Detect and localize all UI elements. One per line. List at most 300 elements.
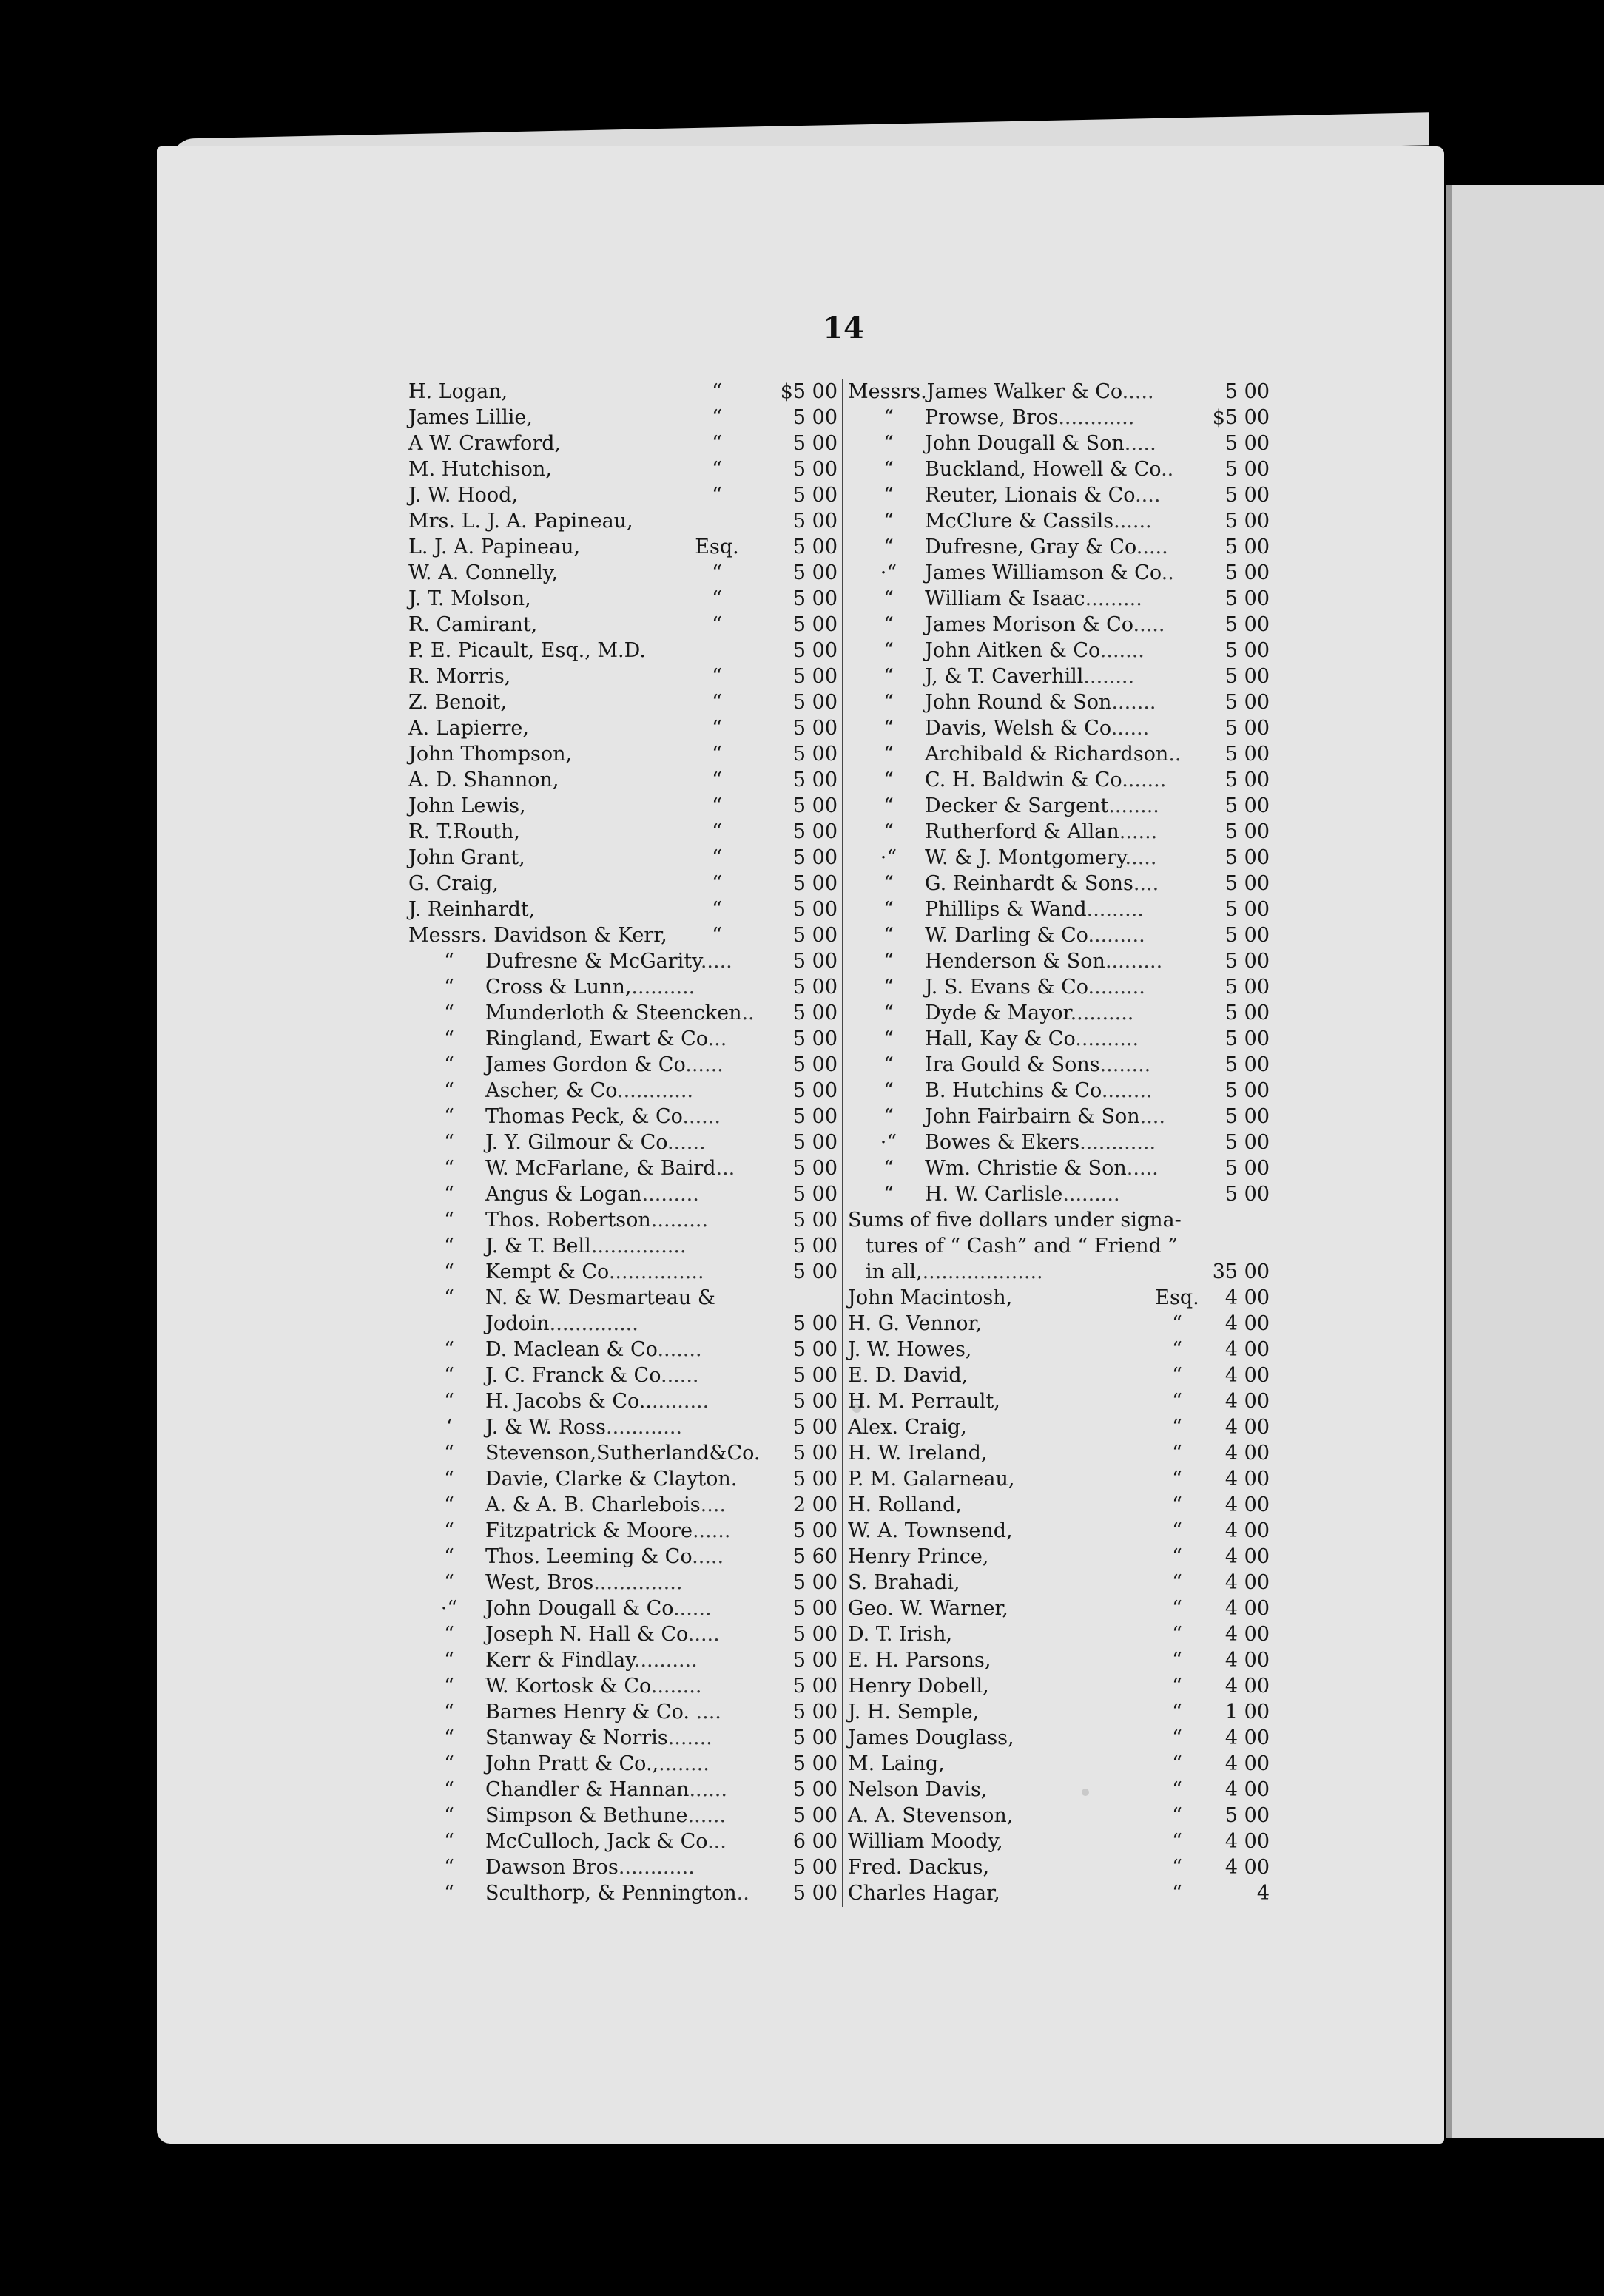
subscriber-entry bbox=[408, 1751, 838, 1777]
subscriber-entry bbox=[848, 534, 1270, 560]
ditto-mark: “ bbox=[444, 1390, 454, 1413]
subscriber-name: John Macintosh, bbox=[848, 1286, 1013, 1309]
subscriber-name: John Fairbairn & Son bbox=[925, 1105, 1140, 1128]
subscriber-name: Rutherford & Allan bbox=[925, 820, 1119, 843]
subscriber-entry bbox=[408, 922, 838, 948]
subscription-amount: 4 bbox=[1256, 1882, 1270, 1905]
subscription-amount: 5 00 bbox=[1224, 1804, 1270, 1827]
honorific: “ bbox=[712, 432, 722, 455]
subscription-amount: 4 00 bbox=[1224, 1545, 1270, 1568]
ditto-mark: “ bbox=[883, 613, 894, 636]
ditto-mark: “ bbox=[444, 1183, 454, 1206]
subscriber-entry bbox=[848, 922, 1270, 948]
subscriber-entry bbox=[408, 586, 838, 612]
subscription-amount: 4 00 bbox=[1224, 1312, 1270, 1335]
leader-dots: ......... bbox=[1086, 898, 1144, 921]
leader-dots: .. bbox=[1161, 458, 1174, 481]
subscriber-name: John Thompson, bbox=[408, 743, 573, 766]
subscription-amount: 5 00 bbox=[792, 717, 838, 740]
ditto-mark: ·“ bbox=[880, 846, 897, 869]
subscriber-name: John Grant, bbox=[408, 846, 525, 869]
honorific: “ bbox=[712, 587, 722, 610]
subscriber-name: Munderloth & Steencken bbox=[485, 1002, 742, 1024]
subscription-amount: 4 00 bbox=[1224, 1286, 1270, 1309]
subscription-amount: 5 00 bbox=[1224, 432, 1270, 455]
honorific: “ bbox=[712, 820, 722, 843]
subscriber-name: Fred. Dackus, bbox=[848, 1856, 990, 1879]
subscriber-name: Messrs. Davidson & Kerr, bbox=[408, 924, 667, 947]
subscription-amount: 5 00 bbox=[792, 406, 838, 429]
subscriber-name: M. Hutchison, bbox=[408, 458, 552, 481]
subscription-amount: 5 00 bbox=[1224, 769, 1270, 791]
subscription-amount: 5 00 bbox=[792, 613, 838, 636]
ditto-mark: “ bbox=[444, 1701, 454, 1723]
subscriber-name: Sculthorp, & Pennington bbox=[485, 1882, 737, 1905]
subscriber-entry bbox=[408, 405, 838, 430]
subscriber-name: West, Bros bbox=[485, 1571, 594, 1594]
subscriber-entry bbox=[848, 1854, 1270, 1880]
subscription-amount: 5 00 bbox=[1224, 536, 1270, 558]
subscriber-name: Messrs.James Walker & Co bbox=[848, 380, 1122, 403]
leader-dots: ...... bbox=[682, 1105, 721, 1128]
subscriber-name: A. Lapierre, bbox=[408, 717, 529, 740]
subscription-amount: 5 00 bbox=[792, 458, 838, 481]
subscriber-name: H. W. Carlisle bbox=[925, 1183, 1063, 1206]
subscription-amount: 5 00 bbox=[792, 1105, 838, 1128]
subscription-amount: 5 00 bbox=[792, 1778, 838, 1801]
ditto-mark: ‘ bbox=[445, 1416, 453, 1439]
ditto-mark: “ bbox=[444, 1804, 454, 1827]
subscriber-name: tures of “ Cash” and “ Friend ” bbox=[866, 1235, 1179, 1257]
ditto-mark: “ bbox=[444, 1778, 454, 1801]
subscription-amount: 5 00 bbox=[1224, 639, 1270, 662]
leader-dots: ... bbox=[707, 1027, 727, 1050]
subscriber-name: J, & T. Caverhill bbox=[925, 665, 1084, 688]
subscriber-entry bbox=[848, 1130, 1270, 1155]
subscriber-name: Simpson & Bethune bbox=[485, 1804, 688, 1827]
subscription-amount: 4 00 bbox=[1224, 1416, 1270, 1439]
subscriber-name: G. Reinhardt & Sons bbox=[925, 872, 1133, 895]
subscription-amount: $5 00 bbox=[780, 380, 838, 403]
honorific: “ bbox=[1172, 1519, 1182, 1542]
ditto-mark: “ bbox=[444, 1260, 454, 1283]
subscriber-name: Davis, Welsh & Co bbox=[925, 717, 1111, 740]
subscriber-entry bbox=[848, 1492, 1270, 1518]
ditto-mark: “ bbox=[883, 639, 894, 662]
subscriber-name: A. D. Shannon, bbox=[408, 769, 559, 791]
subscription-amount: 4 00 bbox=[1224, 1856, 1270, 1879]
subscriber-name: P. M. Galarneau, bbox=[848, 1468, 1015, 1490]
subscriber-entry bbox=[848, 1829, 1270, 1854]
subscriber-name: J. Reinhardt, bbox=[408, 898, 536, 921]
leader-dots: ..... bbox=[700, 950, 732, 973]
ditto-mark: “ bbox=[444, 1675, 454, 1698]
leader-dots: ......... bbox=[650, 1209, 709, 1232]
leader-dots: ..... bbox=[1125, 846, 1157, 869]
ditto-mark: “ bbox=[883, 717, 894, 740]
subscriber-name: Decker & Sargent bbox=[925, 794, 1109, 817]
ditto-mark: “ bbox=[444, 950, 454, 973]
leader-dots: .... bbox=[1135, 484, 1161, 507]
ditto-mark: ·“ bbox=[880, 561, 897, 584]
subscription-amount: $5 00 bbox=[1212, 406, 1270, 429]
honorific: “ bbox=[712, 872, 722, 895]
leader-dots: .......... bbox=[1075, 1027, 1139, 1050]
subscription-amount: 4 00 bbox=[1224, 1752, 1270, 1775]
ditto-mark: “ bbox=[444, 1157, 454, 1180]
subscription-amount: 4 00 bbox=[1224, 1649, 1270, 1672]
subscriber-name: Henry Prince, bbox=[848, 1545, 989, 1568]
subscription-amount: 5 00 bbox=[1224, 820, 1270, 843]
subscriber-name: A. & A. B. Charlebois bbox=[485, 1493, 701, 1516]
honorific: Esq. bbox=[695, 536, 739, 558]
subscriber-name: Phillips & Wand bbox=[925, 898, 1087, 921]
ditto-mark: “ bbox=[444, 1545, 454, 1568]
subscriber-entry bbox=[408, 1621, 838, 1647]
subscription-amount: 5 00 bbox=[1224, 613, 1270, 636]
subscriber-entry bbox=[408, 1699, 838, 1725]
subscriber-entry bbox=[848, 508, 1270, 534]
leader-dots: ........ bbox=[658, 1752, 710, 1775]
subscriber-name: Kempt & Co bbox=[485, 1260, 609, 1283]
subscriber-name: B. Hutchins & Co bbox=[925, 1079, 1102, 1102]
subscription-amount: 5 00 bbox=[1224, 510, 1270, 533]
subscriber-entry bbox=[408, 1233, 838, 1259]
subscriber-name: John Pratt & Co., bbox=[485, 1752, 659, 1775]
subscription-amount: 5 00 bbox=[1224, 1183, 1270, 1206]
leader-dots: .............. bbox=[593, 1571, 683, 1594]
subscriber-entry bbox=[408, 1777, 838, 1803]
ditto-mark: “ bbox=[444, 1649, 454, 1672]
subscriber-name: H. Logan, bbox=[408, 380, 508, 403]
subscriber-name: William & Isaac bbox=[925, 587, 1085, 610]
subscriber-entry bbox=[408, 689, 838, 715]
subscriber-name: Wm. Christie & Son bbox=[925, 1157, 1127, 1180]
subscription-amount: 5 00 bbox=[1224, 743, 1270, 766]
subscriber-entry bbox=[408, 456, 838, 482]
ditto-mark: “ bbox=[883, 976, 894, 999]
column-divider bbox=[842, 379, 843, 1907]
honorific: “ bbox=[712, 924, 722, 947]
subscription-amount: 5 00 bbox=[792, 1649, 838, 1672]
ditto-mark: ·“ bbox=[440, 1597, 458, 1620]
leader-dots: ............ bbox=[618, 1856, 695, 1879]
subscriber-entry bbox=[408, 1181, 838, 1207]
leader-dots: ......... bbox=[1062, 1183, 1120, 1206]
subscription-amount: 5 00 bbox=[792, 484, 838, 507]
leader-dots: ......... bbox=[1105, 950, 1163, 973]
subscriber-name: H. W. Ireland, bbox=[848, 1442, 988, 1465]
ditto-mark: “ bbox=[883, 691, 894, 714]
subscriber-name: Bowes & Ekers bbox=[925, 1131, 1080, 1154]
subscriber-entry bbox=[848, 586, 1270, 612]
subscriber-entry bbox=[408, 1130, 838, 1155]
leader-dots: ......... bbox=[1085, 587, 1142, 610]
subscriber-name: Thos. Robertson bbox=[485, 1209, 651, 1232]
ditto-mark: “ bbox=[444, 1027, 454, 1050]
subscription-amount: 5 00 bbox=[1224, 691, 1270, 714]
leader-dots: ... bbox=[707, 1830, 727, 1853]
honorific: “ bbox=[1172, 1623, 1182, 1646]
subscriber-name: James Morison & Co bbox=[925, 613, 1133, 636]
subscriber-name: W. A. Townsend, bbox=[848, 1519, 1013, 1542]
subscriber-name: W. Kortosk & Co bbox=[485, 1675, 651, 1698]
subscription-amount: 5 00 bbox=[1224, 924, 1270, 947]
subscription-amount: 5 00 bbox=[792, 510, 838, 533]
honorific: “ bbox=[712, 794, 722, 817]
subscriber-entry bbox=[848, 1078, 1270, 1104]
subscription-amount: 5 00 bbox=[792, 1804, 838, 1827]
subscriber-name: W. A. Connelly, bbox=[408, 561, 559, 584]
honorific: “ bbox=[712, 898, 722, 921]
leader-dots: ..... bbox=[1126, 1157, 1159, 1180]
subscription-amount: 4 00 bbox=[1224, 1468, 1270, 1490]
subscription-amount: 4 00 bbox=[1224, 1338, 1270, 1361]
subscriber-name: W. McFarlane, & Baird bbox=[485, 1157, 716, 1180]
ditto-mark: “ bbox=[444, 1053, 454, 1076]
subscriber-entry bbox=[848, 871, 1270, 897]
subscriber-name: John Lewis, bbox=[408, 794, 526, 817]
subscription-amount: 5 00 bbox=[792, 1856, 838, 1879]
subscriber-entry bbox=[408, 974, 838, 1000]
subscriber-name: William Moody, bbox=[848, 1830, 1003, 1853]
subscriber-name: John Dougall & Son bbox=[925, 432, 1125, 455]
subscriber-entry bbox=[848, 664, 1270, 689]
subscriber-entry bbox=[408, 767, 838, 793]
honorific: “ bbox=[1172, 1416, 1182, 1439]
subscription-amount: 5 00 bbox=[1224, 1105, 1270, 1128]
subscription-amount: 5 00 bbox=[792, 432, 838, 455]
subscriber-name: Chandler & Hannan bbox=[485, 1778, 690, 1801]
subscriber-entry bbox=[408, 612, 838, 638]
leader-dots: ...... bbox=[661, 1364, 699, 1387]
subscriber-name: J. T. Molson, bbox=[408, 587, 531, 610]
honorific: “ bbox=[712, 406, 722, 429]
subscriber-name: E. H. Parsons, bbox=[848, 1649, 991, 1672]
subscriber-entry bbox=[848, 1155, 1270, 1181]
honorific: Esq. bbox=[1155, 1286, 1199, 1309]
subscriber-name: Fitzpatrick & Moore bbox=[485, 1519, 693, 1542]
subscription-amount: 5 00 bbox=[1224, 380, 1270, 403]
subscriber-name: Cross & Lunn, bbox=[485, 976, 632, 999]
ditto-mark: “ bbox=[444, 1726, 454, 1749]
honorific: “ bbox=[712, 717, 722, 740]
ditto-mark: “ bbox=[883, 665, 894, 688]
subscriber-entry bbox=[408, 1725, 838, 1751]
ditto-mark: “ bbox=[883, 898, 894, 921]
leader-dots: ........ bbox=[650, 1675, 702, 1698]
leader-dots: ...... bbox=[1113, 510, 1152, 533]
subscriber-name: Angus & Logan bbox=[485, 1183, 642, 1206]
subscriber-name: Ira Gould & Sons bbox=[925, 1053, 1100, 1076]
subscriber-entry bbox=[848, 638, 1270, 664]
ditto-mark: “ bbox=[883, 743, 894, 766]
subscriber-entry bbox=[848, 1414, 1270, 1440]
leader-dots: .. bbox=[736, 1882, 749, 1905]
leader-dots: ........ bbox=[1099, 1053, 1151, 1076]
subscription-amount: 5 00 bbox=[1224, 1027, 1270, 1050]
subscription-amount: 5 00 bbox=[792, 976, 838, 999]
subscriber-name: Reuter, Lionais & Co bbox=[925, 484, 1136, 507]
ditto-mark: “ bbox=[883, 872, 894, 895]
ditto-mark: “ bbox=[444, 1752, 454, 1775]
subscriber-entry bbox=[848, 1440, 1270, 1466]
subscription-amount: 5 00 bbox=[792, 1079, 838, 1102]
leader-dots: ..... bbox=[1136, 536, 1168, 558]
subscriber-entry bbox=[848, 1000, 1270, 1026]
honorific: “ bbox=[1172, 1649, 1182, 1672]
subscription-amount: 4 00 bbox=[1224, 1571, 1270, 1594]
subscriber-entry bbox=[848, 1803, 1270, 1829]
subscription-amount: 5 00 bbox=[1224, 484, 1270, 507]
leader-dots: .......... bbox=[1070, 1002, 1134, 1024]
ditto-mark: “ bbox=[883, 458, 894, 481]
subscriber-entry bbox=[848, 1596, 1270, 1621]
leader-dots: ...... bbox=[689, 1778, 727, 1801]
subscription-amount: 5 60 bbox=[792, 1545, 838, 1568]
leader-dots: ...... bbox=[687, 1804, 727, 1827]
subscriber-entry bbox=[408, 1414, 838, 1440]
ditto-mark: “ bbox=[444, 1623, 454, 1646]
ditto-mark: “ bbox=[883, 1157, 894, 1180]
subscriber-entry bbox=[408, 1673, 838, 1699]
honorific: “ bbox=[1172, 1571, 1182, 1594]
subscription-amount: 5 00 bbox=[1224, 1002, 1270, 1024]
subscriber-entry bbox=[408, 1311, 838, 1337]
subscriber-entry bbox=[848, 1880, 1270, 1906]
subscriber-entry bbox=[848, 1518, 1270, 1544]
subscriber-name: J. S. Evans & Co bbox=[925, 976, 1088, 999]
subscriber-entry bbox=[408, 1466, 838, 1492]
leader-dots: ...... bbox=[673, 1597, 712, 1620]
leader-dots: ...... bbox=[1111, 717, 1150, 740]
subscription-amount: 4 00 bbox=[1224, 1597, 1270, 1620]
subscriber-name: Ascher, & Co bbox=[485, 1079, 618, 1102]
leader-dots: ......... bbox=[1088, 976, 1145, 999]
subscription-amount: 5 00 bbox=[792, 1131, 838, 1154]
subscription-amount: 5 00 bbox=[792, 1442, 838, 1465]
ditto-mark: “ bbox=[444, 1468, 454, 1490]
honorific: “ bbox=[1172, 1778, 1182, 1801]
honorific: “ bbox=[1172, 1338, 1182, 1361]
subscriber-name: Dufresne & McGarity bbox=[485, 950, 701, 973]
subscriber-name: D. T. Irish, bbox=[848, 1623, 953, 1646]
subscriber-entry bbox=[408, 897, 838, 922]
ditto-mark: “ bbox=[444, 1882, 454, 1905]
ditto-mark: “ bbox=[444, 1002, 454, 1024]
subscription-amount: 5 00 bbox=[792, 1235, 838, 1257]
subscription-amount: 5 00 bbox=[1224, 561, 1270, 584]
subscription-amount: 5 00 bbox=[792, 743, 838, 766]
subscriber-list-right bbox=[848, 379, 1270, 1906]
subscriber-entry bbox=[408, 1207, 838, 1233]
subscription-amount: 1 00 bbox=[1224, 1701, 1270, 1723]
subscriber-entry bbox=[408, 948, 838, 974]
subscription-amount: 5 00 bbox=[1224, 872, 1270, 895]
leader-dots: ............ bbox=[1079, 1131, 1156, 1154]
subscription-amount: 5 00 bbox=[792, 1726, 838, 1749]
ditto-mark: “ bbox=[883, 950, 894, 973]
subscriber-entry bbox=[408, 1570, 838, 1596]
subscription-amount: 5 00 bbox=[792, 1364, 838, 1387]
subscriber-entry bbox=[408, 1388, 838, 1414]
subscriber-name: John Aitken & Co bbox=[925, 639, 1100, 662]
subscriber-entry bbox=[848, 1026, 1270, 1052]
subscriber-name: Henderson & Son bbox=[925, 950, 1105, 973]
ditto-mark: “ bbox=[883, 406, 894, 429]
subscriber-name: Thomas Peck, & Co bbox=[485, 1105, 683, 1128]
subscriber-entry bbox=[408, 1803, 838, 1829]
subscriber-name: Nelson Davis, bbox=[848, 1778, 988, 1801]
subscription-amount: 5 00 bbox=[792, 924, 838, 947]
subscriber-name: Mrs. L. J. A. Papineau, bbox=[408, 510, 633, 533]
subscriber-entry bbox=[848, 793, 1270, 819]
ditto-mark: “ bbox=[444, 1286, 454, 1309]
subscriber-name: D. Maclean & Co bbox=[485, 1338, 658, 1361]
ditto-mark: “ bbox=[883, 820, 894, 843]
subscriber-entry bbox=[848, 1725, 1270, 1751]
ditto-mark: “ bbox=[444, 1131, 454, 1154]
subscriber-entry bbox=[408, 379, 838, 405]
subscription-amount: 6 00 bbox=[792, 1830, 838, 1853]
subscriber-name: Dufresne, Gray & Co bbox=[925, 536, 1136, 558]
subscription-amount: 5 00 bbox=[792, 794, 838, 817]
subscriber-entry bbox=[408, 508, 838, 534]
leader-dots: ..... bbox=[1122, 380, 1154, 403]
subscriber-name: J. & W. Ross bbox=[485, 1416, 607, 1439]
leader-dots: .. bbox=[1161, 561, 1174, 584]
subscriber-name: Z. Benoit, bbox=[408, 691, 507, 714]
subscription-amount: 5 00 bbox=[1224, 1053, 1270, 1076]
subscription-amount: 5 00 bbox=[792, 1260, 838, 1283]
honorific: “ bbox=[1172, 1493, 1182, 1516]
ditto-mark: “ bbox=[883, 924, 894, 947]
subscriber-entry bbox=[848, 974, 1270, 1000]
leader-dots: ....... bbox=[1099, 639, 1145, 662]
subscriber-entry bbox=[408, 1596, 838, 1621]
subscription-amount: 2 00 bbox=[792, 1493, 838, 1516]
subscriber-entry bbox=[408, 1078, 838, 1104]
ditto-mark: “ bbox=[444, 1209, 454, 1232]
honorific: “ bbox=[712, 691, 722, 714]
subscriber-name: L. J. A. Papineau, bbox=[408, 536, 581, 558]
subscription-amount: 4 00 bbox=[1224, 1778, 1270, 1801]
leader-dots: ............ bbox=[606, 1416, 683, 1439]
subscriber-name: J. Y. Gilmour & Co bbox=[485, 1131, 668, 1154]
subscriber-name: Henry Dobell, bbox=[848, 1675, 989, 1698]
subscriber-name: H. Jacobs & Co.. bbox=[485, 1390, 652, 1413]
subscription-amount: 5 00 bbox=[792, 872, 838, 895]
adjacent-page-edge bbox=[1446, 185, 1604, 2138]
subscription-amount: 5 00 bbox=[792, 1416, 838, 1439]
subscriber-entry bbox=[848, 1388, 1270, 1414]
subscriber-name: J. C. Franck & Co bbox=[485, 1364, 661, 1387]
subscriber-entry bbox=[848, 379, 1270, 405]
subscriber-name: Dawson Bros bbox=[485, 1856, 619, 1879]
leader-dots: ............ bbox=[617, 1079, 694, 1102]
ditto-mark: “ bbox=[883, 1053, 894, 1076]
ditto-mark: “ bbox=[444, 1519, 454, 1542]
ditto-mark: “ bbox=[444, 976, 454, 999]
ditto-mark: “ bbox=[444, 1079, 454, 1102]
leader-dots: ...... bbox=[1119, 820, 1158, 843]
subscriber-entry bbox=[848, 1181, 1270, 1207]
ditto-mark: “ bbox=[444, 1364, 454, 1387]
subscription-amount: 5 00 bbox=[792, 1209, 838, 1232]
subscriber-name: in all, bbox=[866, 1260, 923, 1283]
subscriber-entry bbox=[848, 1337, 1270, 1363]
subscriber-entry bbox=[848, 1207, 1270, 1233]
